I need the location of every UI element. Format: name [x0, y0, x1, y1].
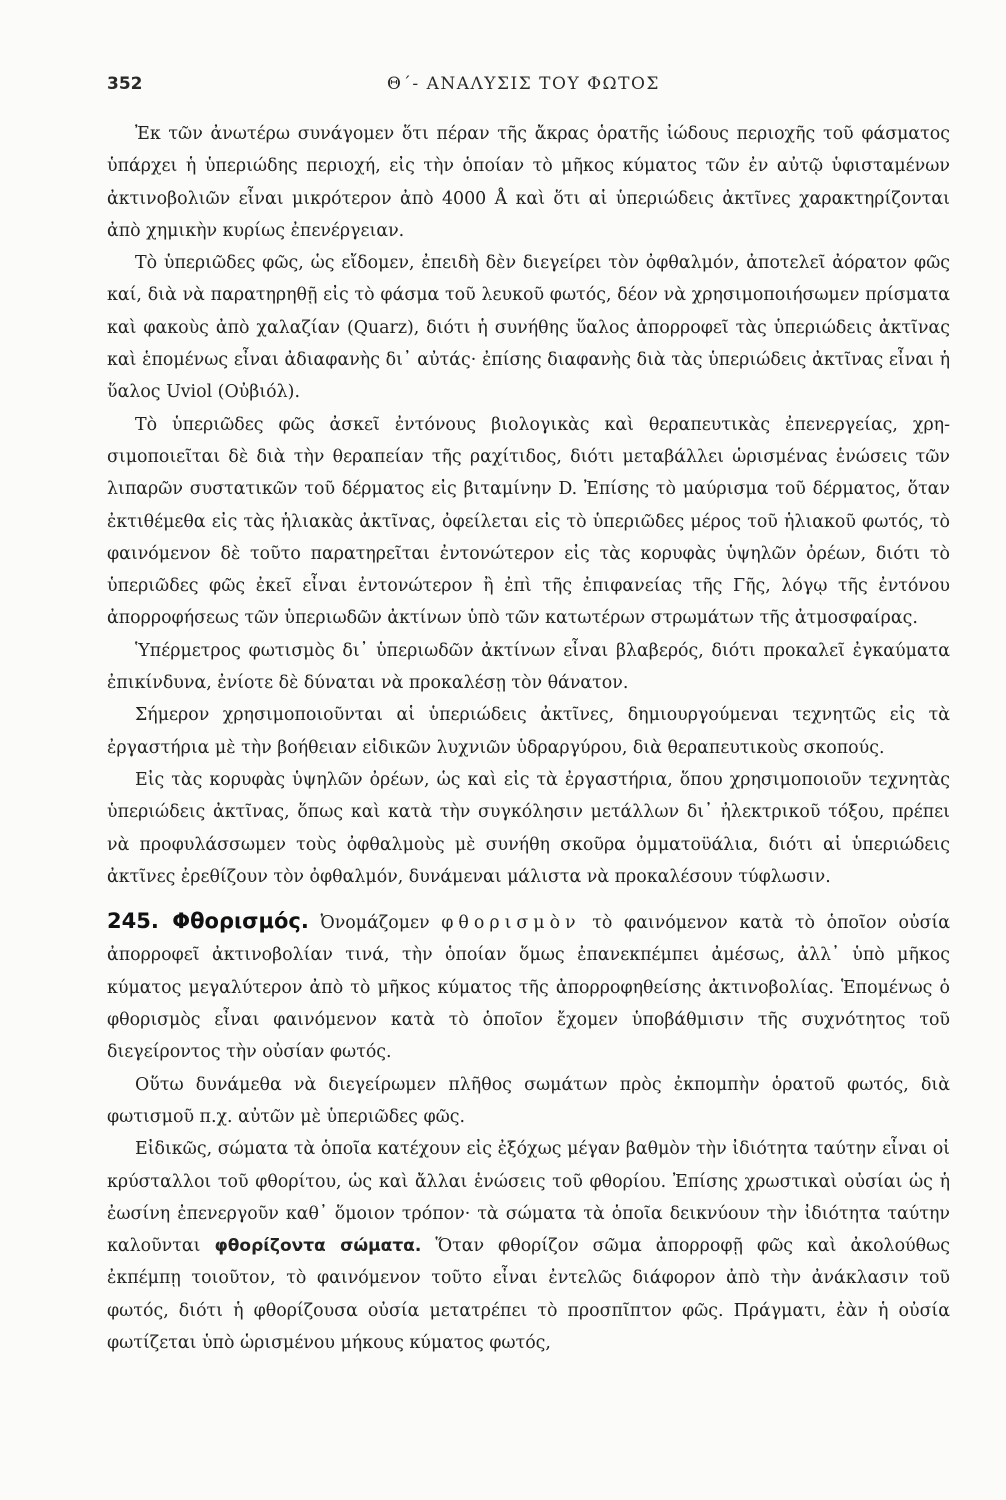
paragraph-eye-protection: Εἰς τὰς κορυφὰς ὑψηλῶν ὀρέων, ὡς καὶ εἰς τὰ ἐργαστήρια, ὅπου χρησιμοποιοῦν τεχνητὰς ὑπεριώδεις ἀκτῖνας, ὅπως καὶ κατὰ τὴν συγκόλησιν μετάλλων δι᾿ ἠλεκτρικοῦ τόξου, πρέπει νὰ προφυλάσσωμεν τοὺς ὀφθαλμοὺς μὲ συνήθη σκοῦρα ὀμματοϋάλια, διότι αἱ ὑπεριώδεις ἀκτῖνες ἐρεθίζουν τὸν ὀφθαλμόν, δυνάμεναι μάλιστα νὰ προκαλέσουν τύφλωσιν. — [107, 769, 950, 887]
paragraph-excitation: Οὕτω δυνάμεθα νὰ διεγείρωμεν πλῆθος σωμάτων πρὸς ἐκπομπὴν ὁρατοῦ φωτός, διὰ φωτισμοῦ π.χ. αὐτῶν μὲ ὑπεριῶδες φῶς. — [107, 1074, 950, 1127]
paragraph-ultraviolet-region: Ἐκ τῶν ἀνωτέρω συνάγομεν ὅτι πέραν τῆς ἄκρας ὁρατῆς ἰώδους περιοχῆς τοῦ φάσματος ὑπάρχει ἡ ὑπεριώδης περιοχή, εἰς τὴν ὁποίαν τὸ μῆκος κύματος τῶν ἐν αὐτῷ ὑφισταμένων ἀκτινοβολιῶν εἶναι μικρότερον ἀπὸ 4000 Å καὶ ὅτι αἱ ὑπεριώδεις ἀκτῖνες χαρακτηρίζονται ἀπὸ χημικὴν κυρίως ἐπενέργειαν. — [107, 124, 950, 241]
paragraph-fluorescent-bodies — [107, 1133, 950, 1359]
section-heading: 245. Φθορισμός. — [107, 909, 309, 934]
body-text — [107, 118, 950, 1359]
intro-before-term: Ὀνομάζομεν — [320, 913, 430, 934]
para3-before-term: Εἰδικῶς, σώματα τὰ ὁποῖα κατέχουν εἰς ἐξόχως μέγαν βαθμὸν τὴν ἰδιότητα ταύτην εἶναι οἱ κρύσταλλοι τοῦ φθορίτου, ὡς καὶ ἄλλαι ἑνώσεις τοῦ φθορίου. Ἐπίσης χρωστικαὶ οὐσίαι ὡς ἡ ἐωσίνη ἐπενεργοῦν καθ᾿ ὅμοιον τρόπον· τὰ σώματα τὰ ὁποῖα δεικνύουν τὴν ἰδιότητα ταύτην καλοῦνται — [107, 1139, 950, 1257]
defined-term: φθορισμὸν — [441, 913, 581, 934]
section-fluorescence — [107, 905, 950, 1359]
paragraph-excessive-exposure: Ὑπέρμετρος φωτισμὸς δι᾿ ὑπεριωδῶν ἀκτίνων εἶναι βλαβερός, διότι προκαλεῖ ἐγκαύματα ἐπικίνδυνα, ἐνίοτε δὲ δύναται νὰ προκαλέσῃ τὸν θάνατον. — [107, 640, 950, 694]
section-intro-paragraph — [107, 905, 950, 1068]
paragraph-biological-effects: Τὸ ὑπεριῶδες φῶς ἀσκεῖ ἐντόνους βιολογικὰς καὶ θεραπευτικὰς ἐπενεργείας, χρησιμοποιεῖται δὲ διὰ τὴν θεραπείαν τῆς ραχίτιδος, διότι μεταβάλλει ὡρισμένας ἑνώσεις τῶν λιπαρῶν συστατικῶν τοῦ δέρματος εἰς βιταμίνην D. Ἐπίσης τὸ μαύρισμα τοῦ δέρματος, ὅταν ἐκτιθέμεθα εἰς τὰς ἡλιακὰς ἀκτῖνας, ὀφείλεται εἰς τὸ ὑπεριῶδες μέρος τοῦ ἡλιακοῦ φωτός, τὸ φαινόμενον δὲ τοῦτο παρατηρεῖται ἐντονώτερον εἰς τὰς κορυφὰς ὑψηλῶν ὀρέων, διότι τὸ ὑπεριῶδες φῶς ἐκεῖ εἶναι ἐντονώτερον ἢ ἐπὶ τῆς ἐπιφανείας τῆς Γῆς, λόγῳ τῆς ἐντόνου ἀπορροφήσεως τῶν ὑπεριωδῶν ἀκτίνων ὑπὸ τῶν κατωτέρων στρωμάτων τῆς ἀτμοσφαίρας. — [107, 414, 950, 629]
para3-after-term: Ὅταν φθορίζον σῶμα ἀπορροφῇ φῶς καὶ ἀκολούθως ἐκπέμπῃ τοιοῦτον, τὸ φαινόμενον τοῦτο εἶναι ἐντελῶς διάφορον ἀπὸ τὴν ἀνάκλασιν τοῦ φωτός, διότι ἡ φθορίζουσα οὐσία μετατρέπει τὸ προσπῖπτον φῶς. Πράγματι, ἐὰν ἡ οὐσία φωτίζεται ὑπὸ ὡρισμένου μήκους κύματος φωτός, — [107, 1236, 951, 1353]
paragraph-therapeutic-use: Σήμερον χρησιμοποιοῦνται αἱ ὑπεριώδεις ἀκτῖνες, δημιουργούμεναι τεχνητῶς εἰς τὰ ἐργαστήρια μὲ τὴν βοήθειαν εἰδικῶν λυχνιῶν ὑδραργύρου, διὰ θεραπευτικοὺς σκοπούς. — [107, 705, 950, 758]
fluorescent-bodies-term: φθορίζοντα σώματα. — [214, 1236, 422, 1257]
page-number: 352 — [107, 74, 143, 94]
intro-after-term: τὸ φαινόμενον κατὰ τὸ ὁποῖον οὐσία ἀπορροφεῖ ἀκτινοβολίαν τινά, τὴν ὁποίαν ὅμως ἐπανεκπέμπει ἀμέσως, ἀλλ᾿ ὑπὸ μῆκος κύματος μεγαλύτερον ἀπὸ τὸ μῆκος κύματος τῆς ἀπορροφηθείσης ἀκτινοβολίας. Ἑπομένως ὁ φθορισμὸς εἶναι φαινόμενον κατὰ τὸ ὁποῖον ἔχομεν ὑποβάθμισιν τῆς συχνότητος τοῦ διεγείροντος τὴν οὐσίαν φωτός. — [107, 913, 951, 1063]
paragraph-invisible-light: Τὸ ὑπεριῶδες φῶς, ὡς εἴδομεν, ἐπειδὴ δὲν διεγείρει τὸν ὀφθαλμόν, ἀποτελεῖ ἀόρατον φῶς καί, διὰ νὰ παρατηρηθῇ εἰς τὸ φάσμα τοῦ λευκοῦ φωτός, δέον νὰ χρησιμοποιήσωμεν πρίσματα καὶ φακοὺς ἀπὸ χαλαζίαν (Quarz), διότι ἡ συνήθης ὕαλος ἀπορροφεῖ τὰς ὑπεριώδεις ἀκτῖνας καὶ ἑπομένως εἶναι ἀδιαφανὴς δι᾿ αὐτάς· ἐπίσης διαφανὴς διὰ τὰς ὑπεριώδεις ἀκτῖνας εἶναι ἡ ὕαλος Uviol (Οὐβιόλ). — [107, 253, 950, 403]
running-head — [107, 74, 950, 98]
chapter-title: Θ΄- ΑΝΑΛΥΣΙΣ ΤΟΥ ΦΩΤΟΣ — [387, 74, 660, 94]
